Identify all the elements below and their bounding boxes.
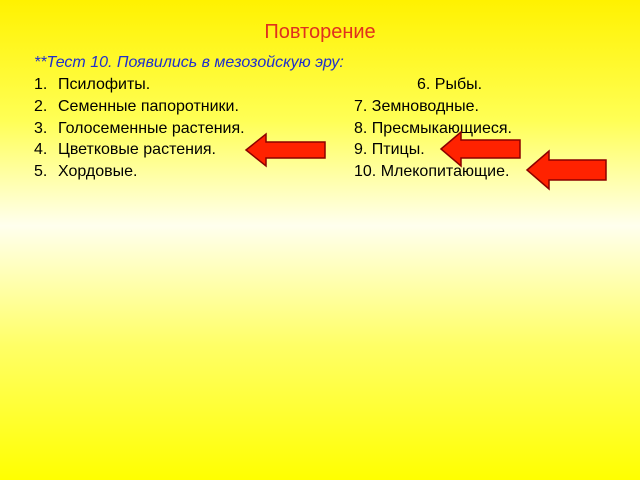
- list-item: 6. Рыбы.: [417, 76, 483, 93]
- list-item: 8. Пресмыкающиеся.: [354, 120, 512, 137]
- slide-title: Повторение: [264, 21, 376, 43]
- item-text: Хордовые.: [58, 163, 138, 180]
- item-text: Цветковые растения.: [58, 141, 216, 158]
- item-number: 5.: [34, 163, 48, 180]
- arrow-left-icon: [244, 132, 328, 168]
- item-text: Псилофиты.: [58, 76, 151, 93]
- item-number: 1.: [34, 76, 48, 93]
- list-item: 10. Млекопитающие.: [354, 163, 510, 180]
- question-text: **Тест 10. Появились в мезозойскую эру:: [34, 54, 344, 71]
- arrow-left-icon: [525, 149, 609, 191]
- list-item: 7. Земноводные.: [354, 98, 479, 115]
- list-item: 9. Птицы.: [354, 141, 425, 158]
- item-number: 2.: [34, 98, 48, 115]
- item-text: Голосеменные растения.: [58, 120, 245, 137]
- arrow-left-icon: [439, 130, 523, 168]
- item-number: 4.: [34, 141, 48, 158]
- item-text: Семенные папоротники.: [58, 98, 239, 115]
- item-number: 3.: [34, 120, 48, 137]
